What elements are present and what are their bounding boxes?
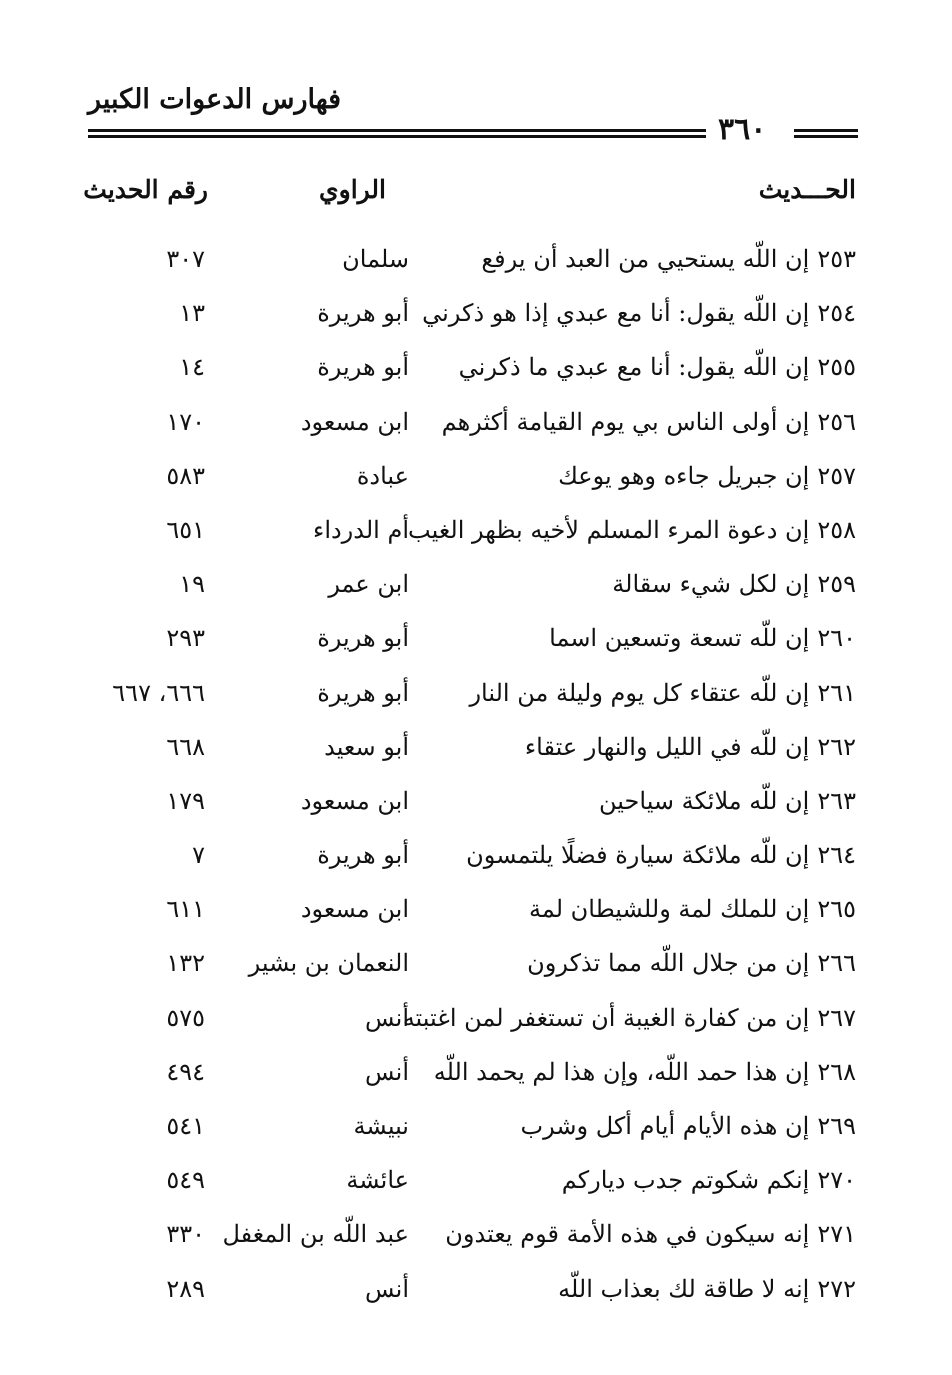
hadith-index-table <box>0 236 952 1320</box>
hadith-number-cell: ١٧٩ <box>166 786 205 815</box>
hadith-index: ٢٦٣ <box>817 786 856 815</box>
hadith-text: إن أولى الناس بي يوم القيامة أكثرهم <box>441 407 810 436</box>
hadith-text: إن للّه ملائكة سياحين <box>599 786 810 815</box>
hadith-index: ٢٦٨ <box>817 1057 856 1086</box>
hadith-text: إنه لا طاقة لك بعذاب اللّه <box>558 1274 810 1303</box>
hadith-text: إن جبريل جاءه وهو يوعك <box>558 461 810 490</box>
hadith-index: ٢٦٠ <box>817 624 856 653</box>
hadith-cell <box>521 1109 856 1143</box>
hadith-text: إن لكل شيء سقالة <box>612 570 810 599</box>
hadith-cell <box>549 621 856 655</box>
table-row <box>0 886 952 940</box>
header-rule-long-second <box>88 135 706 138</box>
hadith-cell <box>612 567 856 601</box>
hadith-number-cell: ٦٦٨ <box>166 732 205 761</box>
hadith-text: إن دعوة المرء المسلم لأخيه بظهر الغيب <box>408 515 810 544</box>
hadith-cell <box>469 676 856 710</box>
table-row <box>0 724 952 778</box>
table-row <box>0 1049 952 1103</box>
narrator-cell: النعمان بن بشير <box>248 949 409 978</box>
hadith-cell <box>403 1001 856 1035</box>
hadith-cell <box>422 296 856 330</box>
hadith-index: ٢٦٤ <box>817 841 856 870</box>
hadith-number-cell: ١٧٠ <box>166 407 205 436</box>
hadith-text: إن هذا حمد اللّه، وإن هذا لم يحمد اللّه <box>433 1057 810 1086</box>
hadith-number-cell: ٧ <box>192 841 205 870</box>
hadith-text: إن للّه في الليل والنهار عتقاء <box>524 732 810 761</box>
hadith-index: ٢٦١ <box>817 678 856 707</box>
table-row <box>0 670 952 724</box>
hadith-number-cell: ١٤ <box>179 353 205 382</box>
page-number: ٣٦٠ <box>718 112 767 147</box>
narrator-cell: عبد اللّه بن المغفل <box>222 1220 409 1249</box>
table-row <box>0 940 952 994</box>
hadith-index: ٢٦٧ <box>817 1003 856 1032</box>
hadith-text: إنكم شكوتم جدب دياركم <box>561 1166 810 1195</box>
hadith-text: إن اللّه يقول: أنا مع عبدي ما ذكرني <box>458 353 810 382</box>
hadith-text: إن من جلال اللّه مما تذكرون <box>527 949 810 978</box>
hadith-cell <box>481 242 856 276</box>
hadith-index: ٢٥٣ <box>817 245 856 273</box>
column-headers <box>0 175 952 215</box>
hadith-index: ٢٦٥ <box>817 895 856 924</box>
column-header-narrator: الراوي <box>319 175 386 204</box>
hadith-cell <box>408 513 856 547</box>
hadith-index: ٢٦٦ <box>817 949 856 978</box>
narrator-cell: ابن مسعود <box>300 786 409 815</box>
narrator-cell: أبو سعيد <box>324 732 409 761</box>
hadith-index: ٢٥٦ <box>817 407 856 436</box>
column-header-hadith: الحـــديث <box>758 175 856 204</box>
hadith-cell <box>445 1217 856 1251</box>
table-row <box>0 778 952 832</box>
table-row <box>0 561 952 615</box>
hadith-text: إن اللّه يستحيي من العبد أن يرفع <box>481 245 810 273</box>
narrator-cell: أنس <box>365 1274 409 1303</box>
narrator-cell: عبادة <box>356 461 409 490</box>
hadith-text: إن للّه ملائكة سيارة فضلًا يلتمسون <box>466 841 810 870</box>
table-row <box>0 1211 952 1265</box>
hadith-index: ٢٥٤ <box>817 299 856 328</box>
hadith-text: إن للّه تسعة وتسعين اسما <box>549 624 810 653</box>
hadith-number-cell: ٣٠٧ <box>166 245 205 273</box>
hadith-number-cell: ٥٨٣ <box>166 461 205 490</box>
narrator-cell: ابن مسعود <box>300 407 409 436</box>
hadith-text: إنه سيكون في هذه الأمة قوم يعتدون <box>445 1220 810 1249</box>
hadith-index: ٢٧١ <box>817 1220 856 1249</box>
hadith-index: ٢٥٧ <box>817 461 856 490</box>
hadith-text: إن للملك لمة وللشيطان لمة <box>528 895 810 924</box>
hadith-number-cell: ٦١١ <box>166 895 205 924</box>
hadith-cell <box>525 730 856 764</box>
table-row <box>0 1266 952 1320</box>
hadith-number-cell: ٥٤١ <box>166 1112 205 1140</box>
hadith-text: إن هذه الأيام أيام أكل وشرب <box>520 1112 810 1140</box>
narrator-cell: نبيشة <box>353 1112 409 1140</box>
table-row <box>0 236 952 290</box>
hadith-index: ٢٦٩ <box>817 1112 856 1140</box>
table-row <box>0 1157 952 1211</box>
narrator-cell: ابن مسعود <box>300 895 409 924</box>
header-rule-long <box>88 129 706 132</box>
header-rule-short <box>794 129 858 132</box>
hadith-number-cell: ٣٣٠ <box>166 1220 205 1249</box>
header-rule-short-second <box>794 135 858 138</box>
hadith-text: إن من كفارة الغيبة أن تستغفر لمن اغتبته <box>402 1003 810 1032</box>
hadith-cell <box>599 784 856 818</box>
narrator-cell: أم الدرداء <box>313 515 409 544</box>
hadith-cell <box>529 892 856 926</box>
table-row <box>0 344 952 398</box>
narrator-cell: أبو هريرة <box>317 841 409 870</box>
hadith-index: ٢٧٠ <box>817 1166 856 1195</box>
hadith-text: إن اللّه يقول: أنا مع عبدي إذا هو ذكرني <box>422 299 810 328</box>
hadith-number-cell: ٤٩٤ <box>166 1057 205 1086</box>
hadith-cell <box>562 1163 856 1197</box>
narrator-cell: أبو هريرة <box>317 624 409 653</box>
hadith-cell <box>558 1272 856 1306</box>
narrator-cell: ابن عمر <box>328 570 409 599</box>
hadith-number-cell: ٦٥١ <box>166 515 205 544</box>
hadith-cell <box>459 350 856 384</box>
narrator-cell: عائشة <box>346 1166 409 1195</box>
table-row <box>0 615 952 669</box>
hadith-index: ٢٥٥ <box>817 353 856 382</box>
column-header-number: رقم الحديث <box>83 175 208 204</box>
hadith-cell <box>558 459 856 493</box>
table-row <box>0 995 952 1049</box>
hadith-index: ٢٧٢ <box>817 1274 856 1303</box>
table-row <box>0 453 952 507</box>
hadith-index: ٢٥٩ <box>817 570 856 599</box>
narrator-cell: أنس <box>365 1057 409 1086</box>
narrator-cell: أنس <box>365 1003 409 1032</box>
hadith-cell <box>442 405 856 439</box>
hadith-number-cell: ١٩ <box>179 570 205 599</box>
hadith-cell <box>527 946 856 980</box>
book-title: فهارس الدعوات الكبير <box>88 84 342 115</box>
narrator-cell: أبو هريرة <box>317 353 409 382</box>
hadith-number-cell: ١٣ <box>179 299 205 328</box>
hadith-number-cell: ٢٨٩ <box>166 1274 205 1303</box>
table-row <box>0 1103 952 1157</box>
narrator-cell: أبو هريرة <box>317 299 409 328</box>
table-row <box>0 399 952 453</box>
table-row <box>0 832 952 886</box>
hadith-index: ٢٦٢ <box>817 732 856 761</box>
hadith-cell <box>466 838 856 872</box>
hadith-number-cell: ٥٤٩ <box>166 1166 205 1195</box>
hadith-cell <box>434 1055 856 1089</box>
narrator-cell: سلمان <box>342 245 409 273</box>
hadith-number-cell: ٢٩٣ <box>166 624 205 653</box>
page-header <box>0 0 952 160</box>
hadith-number-cell: ٦٦٦، ٦٦٧ <box>112 678 205 707</box>
table-row <box>0 507 952 561</box>
table-row <box>0 290 952 344</box>
hadith-index: ٢٥٨ <box>817 515 856 544</box>
hadith-number-cell: ١٣٢ <box>166 949 205 978</box>
hadith-text: إن للّه عتقاء كل يوم وليلة من النار <box>469 678 810 707</box>
narrator-cell: أبو هريرة <box>317 678 409 707</box>
hadith-number-cell: ٥٧٥ <box>166 1003 205 1032</box>
